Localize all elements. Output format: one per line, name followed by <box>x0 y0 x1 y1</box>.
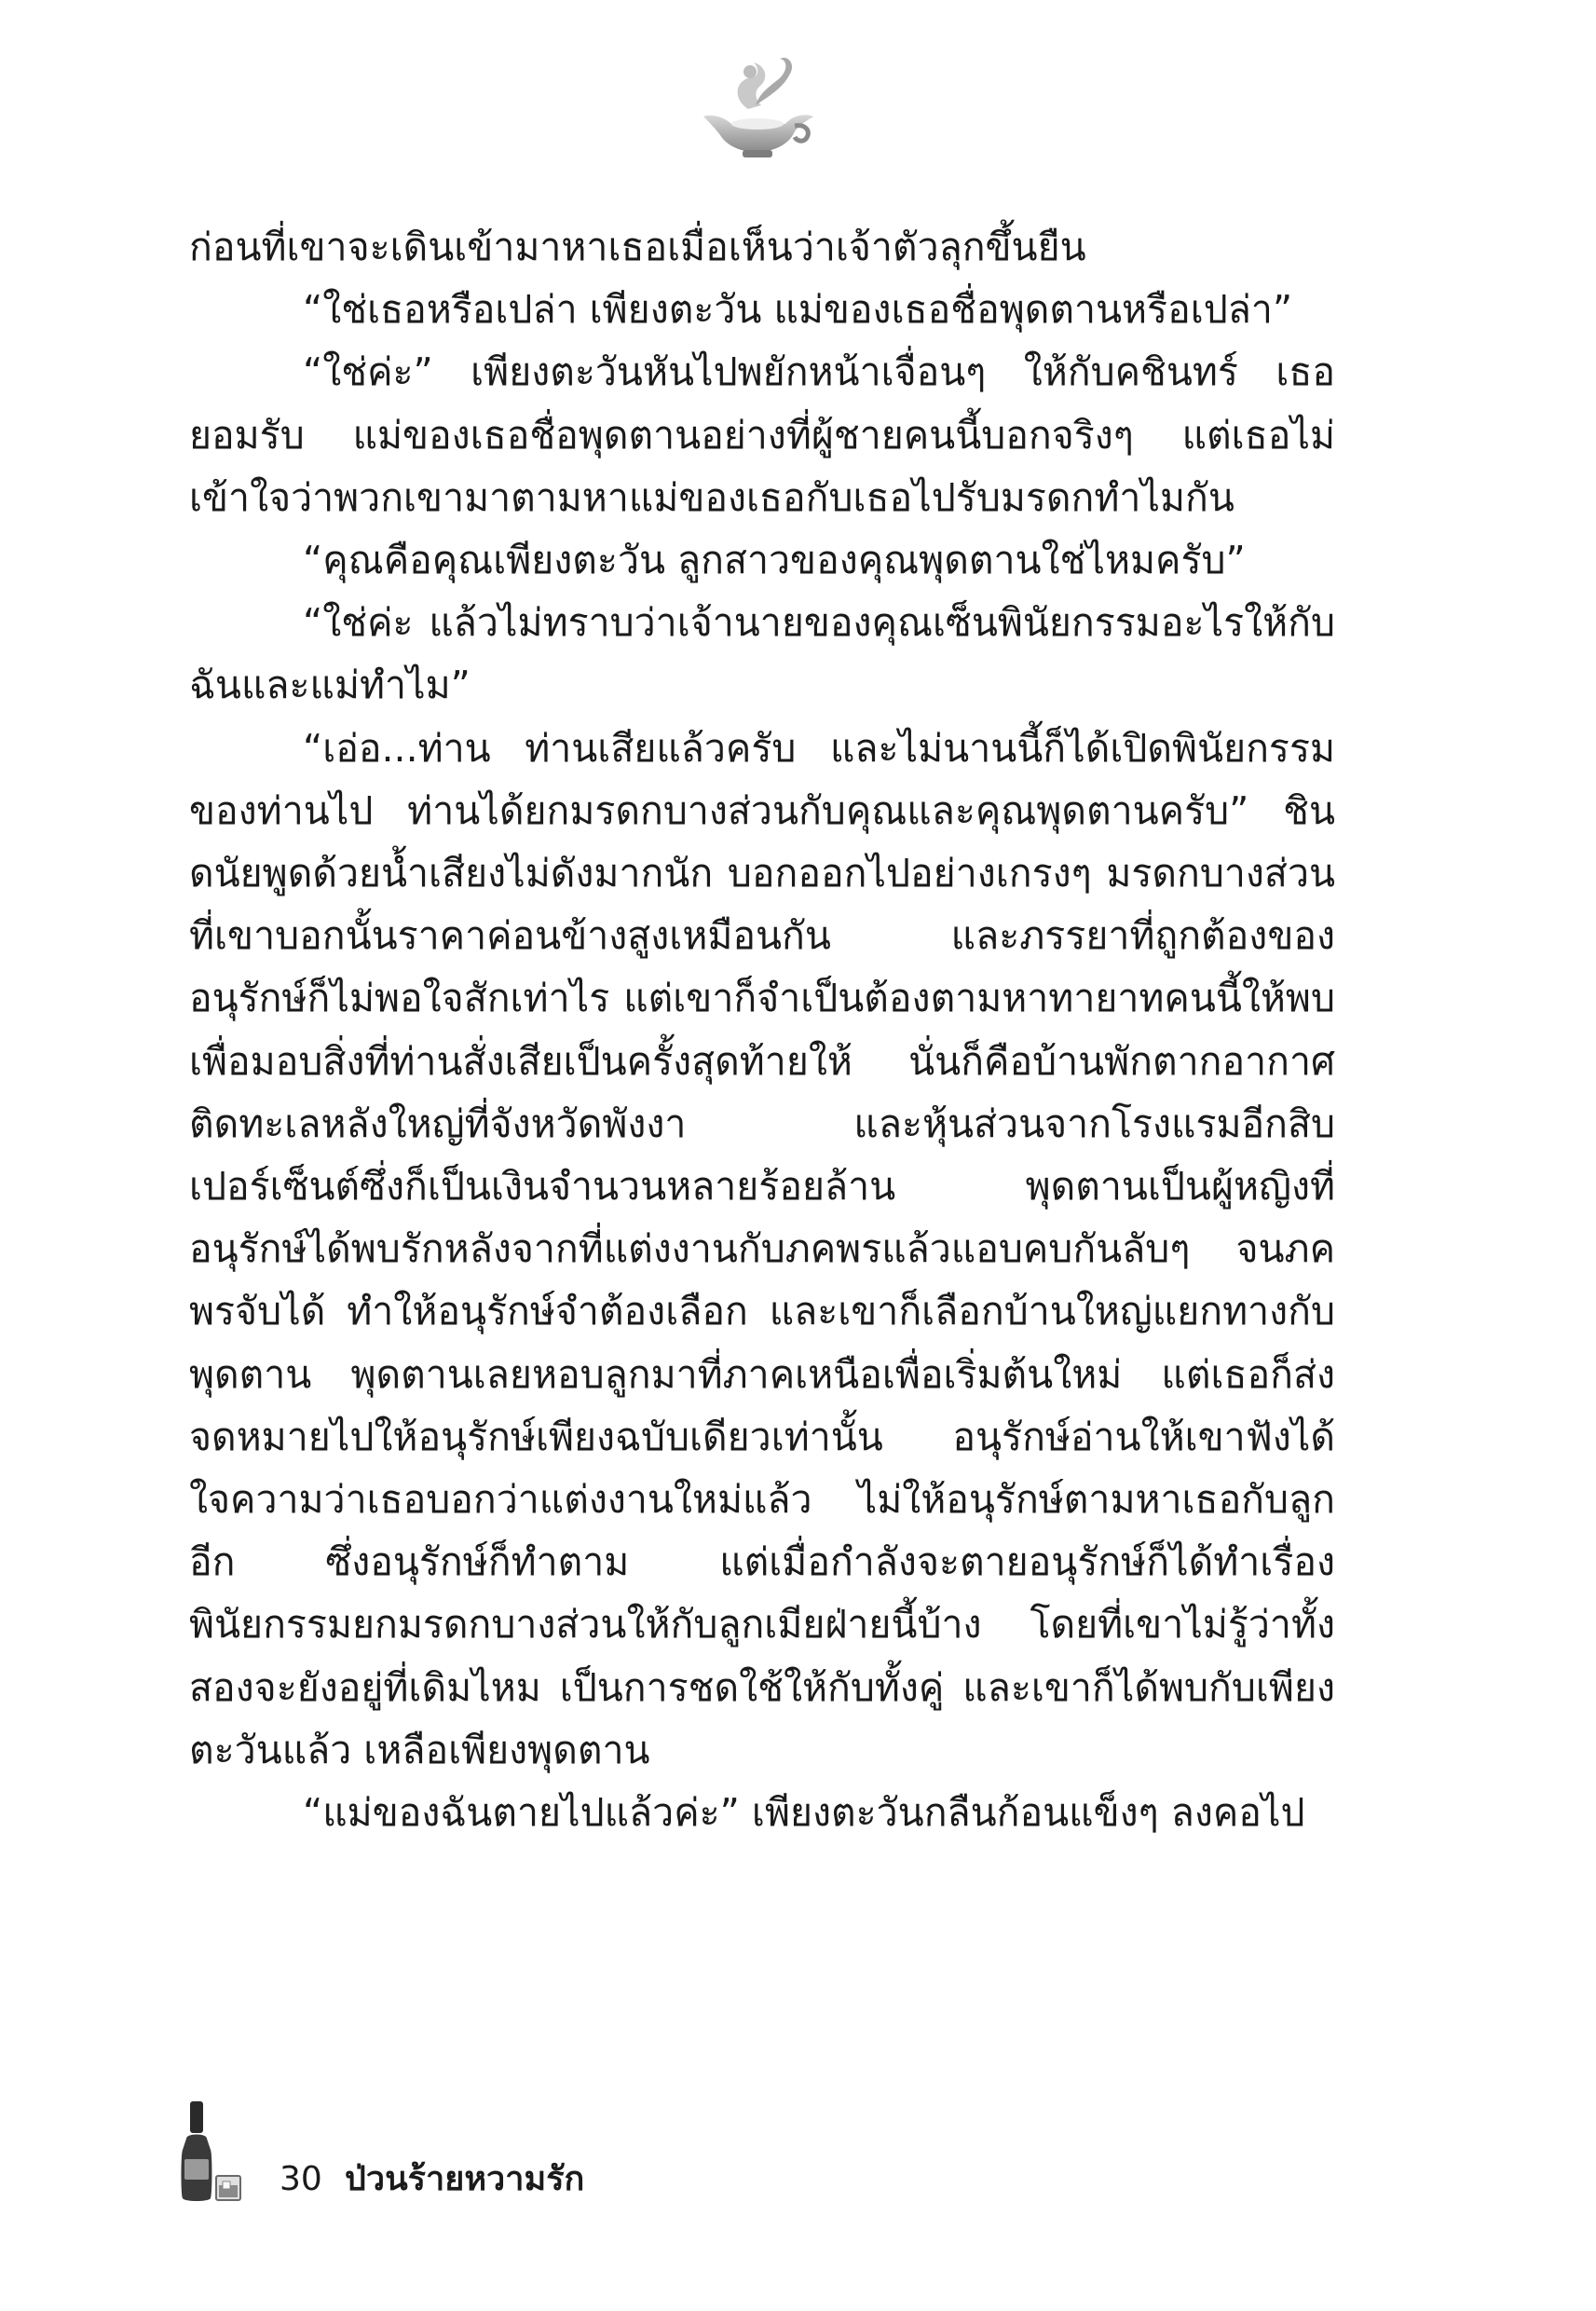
paragraph: “ใช่เธอหรือเปล่า เพียงตะวัน แม่ของเธอชื่อพุดตานหรือเปล่า” <box>303 287 1293 333</box>
paragraph: “คุณคือคุณเพียงตะวัน ลูกสาวของคุณพุดตานใช่ไหมครับ” <box>303 538 1246 583</box>
liquor-bottle-glass-icon <box>179 2101 253 2204</box>
paragraph: “ใช่ค่ะ” เพียงตะวันหันไปพยักหน้าเจื่อนๆ ให้กับคชินทร์ เธอยอมรับ แม่ของเธอชื่อพุดตานอย่างที่ผู้ชายคนนี้บอกจริงๆ แต่เธอไม่เข้าใจว่าพวกเขามาตามหาแม่ของเธอกับเธอไปรับมรดกทำไมกัน <box>189 349 1335 520</box>
page-footer <box>179 2101 738 2204</box>
paragraph: “แม่ของฉันตายไปแล้วค่ะ” เพียงตะวันกลืนก้อนแข็งๆ ลงคอไป <box>303 1790 1305 1836</box>
book-title: ป่วนร้ายหวามรัก <box>345 2160 585 2198</box>
paragraph: “ใช่ค่ะ แล้วไม่ทราบว่าเจ้านายของคุณเซ็นพินัยกรรมอะไรให้กับฉันและแม่ทำไม” <box>189 600 1335 708</box>
page-number: 30 <box>280 2160 322 2198</box>
paragraph: ก่อนที่เขาจะเดินเข้ามาหาเธอเมื่อเห็นว่าเจ้าตัวลุกขึ้นยืน <box>189 225 1086 269</box>
magic-lamp-icon <box>694 51 820 163</box>
body-text <box>189 216 1335 1844</box>
paragraph: “เอ่อ...ท่าน ท่านเสียแล้วครับ และไม่นานนี้ก็ได้เปิดพินัยกรรมของท่านไป ท่านได้ยกมรดกบางส่วนกับคุณและคุณพุดตานครับ” ชินดนัยพูดด้วยน้ำเสียงไม่ดังมากนัก บอกออกไปอย่างเกรงๆ มรดกบางส่วนที่เขาบอกนั้นราคาค่อนข้างสูงเหมือนกัน และภรรยาที่ถูกต้องของอนุรักษ์ก็ไม่พอใจสักเท่าไร แต่เขาก็จำเป็นต้องตามหาทายาทคนนี้ให้พบเพื่อมอบสิ่งที่ท่านสั่งเสียเป็นครั้งสุดท้ายให้ นั่นก็คือบ้านพักตากอากาศติดทะเลหลังใหญ่ที่จังหวัดพังงา และหุ้นส่วนจากโรงแรมอีกสิบเปอร์เซ็นต์ซึ่งก็เป็นเงินจำนวนหลายร้อยล้าน พุดตานเป็นผู้หญิงที่อนุรักษ์ได้พบรักหลังจากที่แต่งงานกับภคพรแล้วแอบคบกันลับๆ จนภคพรจับได้ ทำให้อนุรักษ์จำต้องเลือก และเขาก็เลือกบ้านใหญ่แยกทางกับพุดตาน พุดตานเลยหอบลูกมาที่ภาคเหนือเพื่อเริ่มต้นใหม่ แต่เธอก็ส่งจดหมายไปให้อนุรักษ์เพียงฉบับเดียวเท่านั้น อนุรักษ์อ่านให้เขาฟังได้ใจความว่าเธอบอกว่าแต่งงานใหม่แล้ว ไม่ให้อนุรักษ์ตามหาเธอกับลูกอีก ซึ่งอนุรักษ์ก็ทำตาม แต่เมื่อกำลังจะตายอนุรักษ์ก็ได้ทำเรื่องพินัยกรรมยกมรดกบางส่วนให้กับลูกเมียฝ่ายนี้บ้าง โดยที่เขาไม่รู้ว่าทั้งสองจะยังอยู่ที่เดิมไหม เป็นการชดใช้ให้กับทั้งคู่ และเขาก็ได้พบกับเพียงตะวันแล้ว เหลือเพียงพุดตาน <box>189 725 1335 1772</box>
